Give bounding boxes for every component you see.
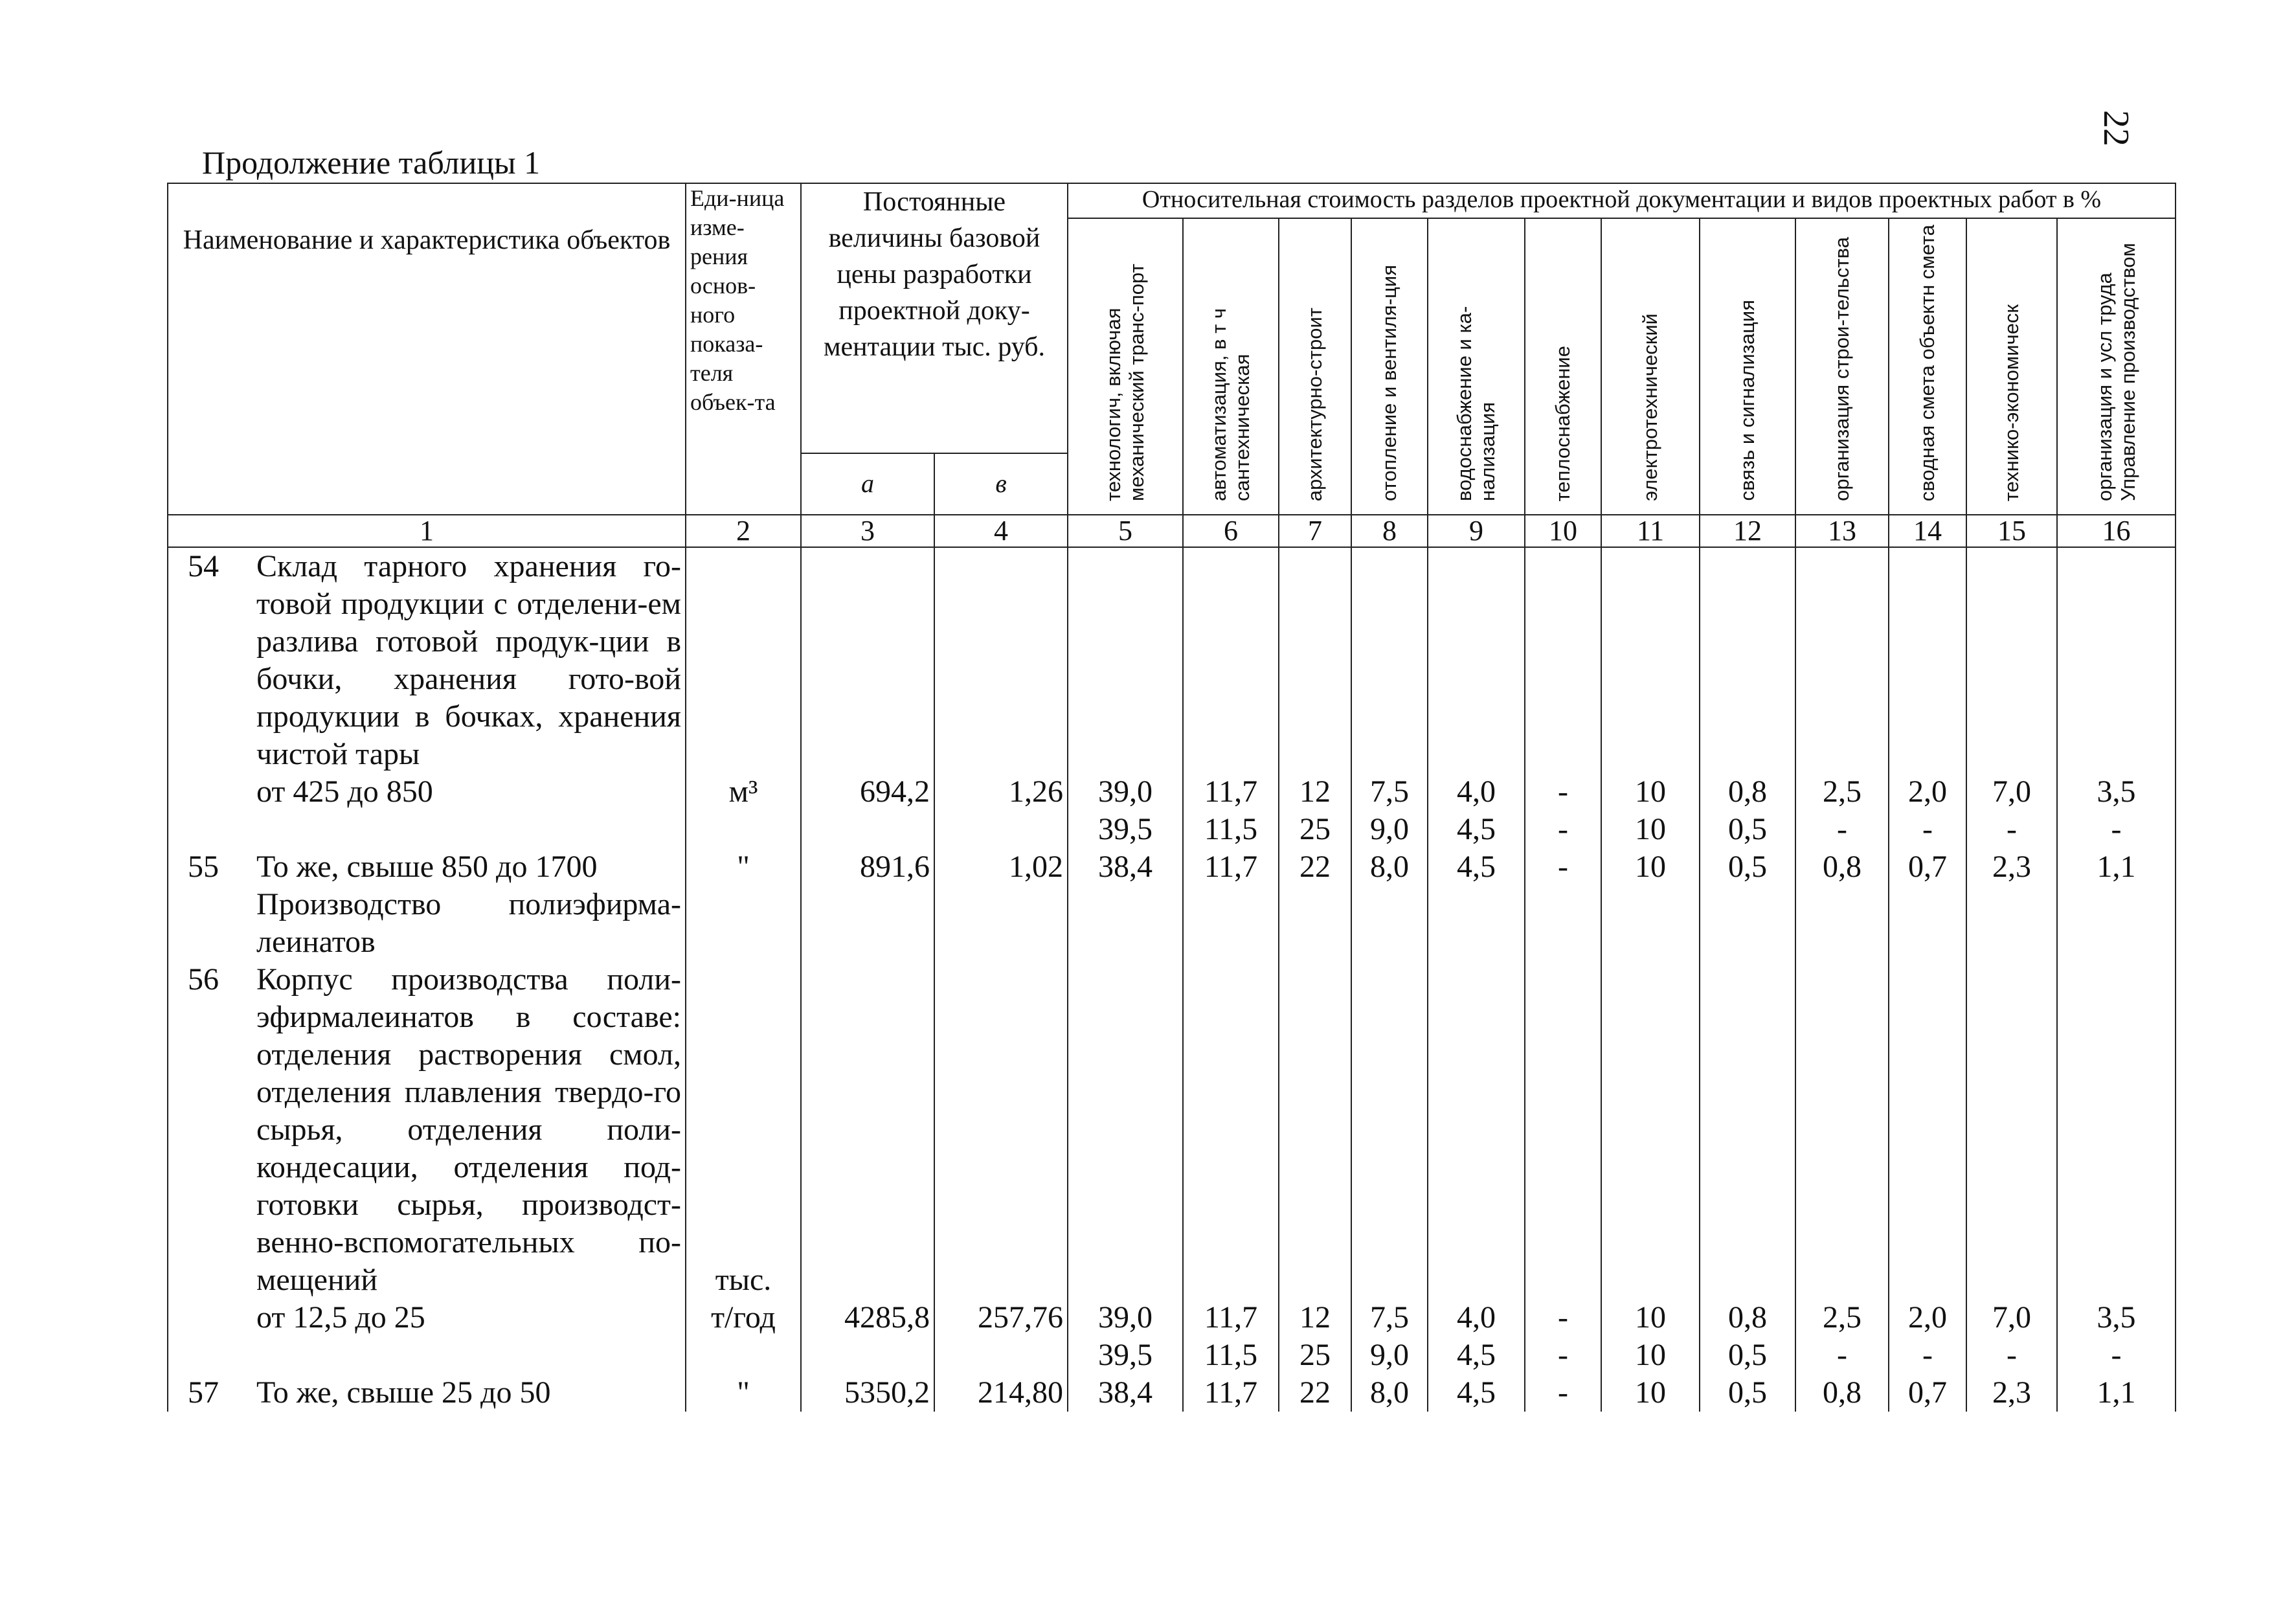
value-text: 4,5: [1457, 850, 1496, 884]
section-alt-value: [1700, 811, 1795, 848]
column-number: 13: [1795, 515, 1889, 547]
row-title: То же, свыше 850 до 1700: [256, 850, 598, 884]
header-constants: Постоянные величины базовой цены разработки проектной доку-ментации тыс. руб.: [801, 183, 1068, 453]
section-value-8: [1351, 961, 1428, 1336]
value-text: -: [1558, 850, 1568, 884]
header-section-label: автоматизация, в т ч сантехническая: [1208, 308, 1254, 501]
section-value-11: [1601, 547, 1700, 811]
section-alt-value: [1428, 1336, 1525, 1374]
value-text: 11,5: [1204, 1338, 1258, 1372]
value-text: 10: [1635, 850, 1666, 884]
value-text: 1,1: [2097, 1375, 2136, 1410]
empty-cell: [1183, 886, 1279, 961]
value-text: 0,8: [1823, 850, 1861, 884]
empty-cell: [168, 811, 686, 848]
header-section-label: связь и сигнализация: [1736, 300, 1759, 501]
section-heading: [172, 886, 681, 961]
unit-value: м³: [728, 774, 758, 809]
section-value-5: [1068, 547, 1183, 811]
value-text: 11,5: [1204, 812, 1258, 846]
row-number: 57: [188, 1375, 219, 1410]
section-value-6: [1183, 547, 1279, 811]
section-value-8: [1351, 1374, 1428, 1412]
row-number: 56: [188, 962, 219, 997]
const-a-value: [801, 547, 934, 811]
section-value-10: [1525, 547, 1601, 811]
row-title: Склад тарного хранения го-товой продукции с отделени-ем разлива готовой продук-ции в бочки, хранения гото-вой продукции в бочках, хранения чистой тары: [256, 549, 681, 771]
section-alt-value: [1601, 1336, 1700, 1374]
value-text: 1,02: [1009, 850, 1063, 884]
empty-cell: [1966, 886, 2057, 961]
empty-cell: [1279, 886, 1351, 961]
row-name-cell: [168, 961, 686, 1336]
value-text: 0,8: [1728, 774, 1767, 809]
const-b-value: [934, 848, 1068, 886]
value-text: -: [1922, 812, 1933, 846]
section-value-6: [1183, 848, 1279, 886]
value-text: 2,5: [1823, 774, 1861, 809]
const-b-value: [934, 547, 1068, 811]
section-value-9: [1428, 961, 1525, 1336]
row-text: [256, 961, 681, 1336]
value-text: 0,7: [1908, 1375, 1947, 1410]
section-value-15: [1966, 547, 2057, 811]
header-section-label: отопление и вентиля-ция: [1378, 264, 1400, 501]
value-text: 4,0: [1457, 1300, 1496, 1335]
section-value-14: [1889, 848, 1966, 886]
section-alt-value: [1889, 811, 1966, 848]
value-text: 38,4: [1098, 850, 1153, 884]
section-value-9: [1428, 1374, 1525, 1412]
row-text: [256, 1374, 681, 1412]
value-text: -: [1558, 774, 1568, 809]
row-title: То же, свыше 25 до 50: [256, 1375, 551, 1410]
row-description: [172, 961, 681, 1336]
value-text: 2,0: [1908, 774, 1947, 809]
value-text: 39,5: [1098, 1338, 1153, 1372]
section-alt-value: [1525, 1336, 1601, 1374]
section-alt-value: [1351, 1336, 1428, 1374]
section-value-13: [1795, 848, 1889, 886]
column-number: 14: [1889, 515, 1966, 547]
empty-cell: [1525, 886, 1601, 961]
value-text: 2,0: [1908, 1300, 1947, 1335]
value-text: 9,0: [1370, 1338, 1409, 1372]
unit-value: ": [737, 1375, 750, 1410]
row-text: [256, 548, 681, 811]
column-number: 7: [1279, 515, 1351, 547]
section-alt-value: [1795, 1336, 1889, 1374]
table-caption: Продолжение таблицы 1: [202, 144, 541, 181]
header-section-6: [1183, 218, 1279, 515]
value-text: 214,80: [978, 1375, 1063, 1410]
header-relative-cost: Относительная стоимость разделов проектной документации и видов проектных работ в %: [1068, 183, 2176, 218]
value-text: 39,5: [1098, 812, 1153, 846]
value-text: 25: [1299, 812, 1331, 846]
const-b-value: [934, 961, 1068, 1336]
empty-cell: [934, 1336, 1068, 1374]
unit-value: ": [737, 850, 750, 884]
value-text: 10: [1635, 1300, 1666, 1335]
value-text: -: [2111, 1338, 2122, 1372]
section-value-11: [1601, 961, 1700, 1336]
const-a-value: [801, 961, 934, 1336]
section-value-12: [1700, 547, 1795, 811]
section-value-15: [1966, 961, 2057, 1336]
header-section-label: организация строи-тельства: [1830, 237, 1853, 501]
value-text: -: [1558, 1338, 1568, 1372]
section-value-10: [1525, 1374, 1601, 1412]
value-text: 9,0: [1370, 812, 1409, 846]
header-section-9: [1428, 218, 1525, 515]
table-row: [168, 1374, 2176, 1412]
value-text: -: [1922, 1338, 1933, 1372]
column-number: 1: [168, 515, 686, 547]
section-value-10: [1525, 848, 1601, 886]
value-text: 2,3: [1992, 850, 2031, 884]
section-alt-value: [1351, 811, 1428, 848]
section-value-7: [1279, 547, 1351, 811]
section-value-15: [1966, 1374, 2057, 1412]
empty-cell: [1700, 886, 1795, 961]
section-alt-value: [1279, 1336, 1351, 1374]
section-alt-value: [1966, 1336, 2057, 1374]
value-text: 2,5: [1823, 1300, 1861, 1335]
section-alt-value: [1428, 811, 1525, 848]
value-text: 11,7: [1204, 1300, 1258, 1335]
empty-cell: [2057, 886, 2176, 961]
value-text: 4,5: [1457, 1338, 1496, 1372]
empty-cell: [934, 811, 1068, 848]
header-section-label: организация и усл труда Управление производством: [2093, 243, 2139, 501]
value-text: -: [1837, 812, 1847, 846]
value-text: 4,5: [1457, 812, 1496, 846]
column-number: 15: [1966, 515, 2057, 547]
empty-cell: [1601, 886, 1700, 961]
column-number: 16: [2057, 515, 2176, 547]
value-text: 3,5: [2097, 774, 2136, 809]
column-number: 6: [1183, 515, 1279, 547]
row-number: 55: [188, 850, 219, 884]
header-unit: Еди-ница изме-рения основ-ного показа-теля объек-та: [686, 183, 801, 515]
value-text: 10: [1635, 1375, 1666, 1410]
unit-cell: [686, 547, 801, 811]
empty-cell: [1428, 886, 1525, 961]
value-text: 8,0: [1370, 1375, 1409, 1410]
header-section-label: технико-экономическ: [2000, 304, 2023, 501]
header-section-label: водоснабжение и ка-нализация: [1453, 306, 1499, 501]
table-row-alt: [168, 811, 2176, 848]
section-alt-value: [1795, 811, 1889, 848]
section-value-9: [1428, 848, 1525, 886]
section-alt-value: [1966, 811, 2057, 848]
header-section-13: [1795, 218, 1889, 515]
section-value-13: [1795, 961, 1889, 1336]
section-alt-value: [1700, 1336, 1795, 1374]
value-text: -: [1558, 812, 1568, 846]
row-number: 54: [188, 549, 219, 583]
section-value-14: [1889, 1374, 1966, 1412]
header-section-label: технологич, включая механический транс-порт: [1102, 264, 1148, 501]
value-text: 22: [1299, 850, 1331, 884]
section-value-16: [2057, 848, 2176, 886]
value-text: -: [2007, 812, 2017, 846]
value-text: 10: [1635, 1338, 1666, 1372]
page-number: 22: [2096, 110, 2136, 146]
row-name-cell: [168, 848, 686, 886]
empty-cell: [686, 1336, 801, 1374]
value-text: 4,0: [1457, 774, 1496, 809]
value-text: 8,0: [1370, 850, 1409, 884]
header-section-12: [1700, 218, 1795, 515]
row-description: [172, 548, 681, 811]
unit-cell: [686, 961, 801, 1336]
header-section-label: электротехнический: [1639, 313, 1661, 501]
section-value-14: [1889, 547, 1966, 811]
header-section-15: [1966, 218, 2057, 515]
section-alt-value: [1601, 811, 1700, 848]
value-text: 7,0: [1992, 774, 2031, 809]
header-section-16: [2057, 218, 2176, 515]
row-text: [256, 848, 681, 886]
value-text: 22: [1299, 1375, 1331, 1410]
const-a-value: [801, 1374, 934, 1412]
value-text: 12: [1299, 774, 1331, 809]
empty-cell: [1795, 886, 1889, 961]
column-number: 4: [934, 515, 1068, 547]
value-text: 25: [1299, 1338, 1331, 1372]
value-text: 7,5: [1370, 1300, 1409, 1335]
section-value-16: [2057, 547, 2176, 811]
row-description: [172, 848, 681, 886]
value-text: 5350,2: [844, 1375, 930, 1410]
header-const-b: в: [934, 453, 1068, 515]
value-text: 257,76: [978, 1300, 1063, 1335]
header-section-label: сводная смета объектн смета: [1916, 224, 1939, 501]
value-text: 3,5: [2097, 1300, 2136, 1335]
section-value-5: [1068, 848, 1183, 886]
value-text: 10: [1635, 812, 1666, 846]
value-text: -: [2111, 812, 2122, 846]
section-value-5: [1068, 1374, 1183, 1412]
column-number: 12: [1700, 515, 1795, 547]
value-text: 0,5: [1728, 1375, 1767, 1410]
empty-cell: [168, 1336, 686, 1374]
row-title: Корпус производства поли-эфирмалеинатов в составе: отделения растворения смол, отделения плавления твердо-го сырья, отделения поли-кондесации, отделения под-готовки сырья, производст-венно-вспомогательных по-мещений: [256, 962, 681, 1297]
value-text: 0,5: [1728, 850, 1767, 884]
table-row: [168, 547, 2176, 811]
value-text: 11,7: [1204, 850, 1258, 884]
value-text: -: [1837, 1338, 1847, 1372]
value-text: 4,5: [1457, 1375, 1496, 1410]
cost-table: [167, 183, 2176, 1412]
header-section-5: [1068, 218, 1183, 515]
section-value-6: [1183, 961, 1279, 1336]
section-value-12: [1700, 848, 1795, 886]
row-name-cell: [168, 1374, 686, 1412]
unit-cell: [686, 1374, 801, 1412]
value-text: 694,2: [860, 774, 930, 809]
const-a-value: [801, 848, 934, 886]
section-value-14: [1889, 961, 1966, 1336]
section-value-15: [1966, 848, 2057, 886]
unit-prefix: тыс.: [715, 1263, 772, 1297]
section-alt-value: [1183, 811, 1279, 848]
value-text: 0,8: [1728, 1300, 1767, 1335]
value-text: 7,0: [1992, 1300, 2031, 1335]
value-text: 38,4: [1098, 1375, 1153, 1410]
row-range: от 12,5 до 25: [256, 1300, 425, 1335]
section-value-11: [1601, 848, 1700, 886]
value-text: 12: [1299, 1300, 1331, 1335]
section-value-9: [1428, 547, 1525, 811]
column-number: 3: [801, 515, 934, 547]
value-text: 0,8: [1823, 1375, 1861, 1410]
section-value-8: [1351, 547, 1428, 811]
value-text: 11,7: [1204, 1375, 1258, 1410]
section-value-12: [1700, 1374, 1795, 1412]
value-text: 1,26: [1009, 774, 1063, 809]
value-text: 7,5: [1370, 774, 1409, 809]
row-name-cell: [168, 886, 686, 961]
value-text: 4285,8: [844, 1300, 930, 1335]
section-value-6: [1183, 1374, 1279, 1412]
table-row: [168, 886, 2176, 961]
header-section-14: [1889, 218, 1966, 515]
empty-cell: [934, 886, 1068, 961]
section-value-7: [1279, 1374, 1351, 1412]
header-name: Наименование и характеристика объектов: [168, 183, 686, 515]
value-text: 11,7: [1204, 774, 1258, 809]
row-number: [172, 886, 256, 961]
section-alt-value: [1068, 811, 1183, 848]
column-number: 8: [1351, 515, 1428, 547]
column-number: 10: [1525, 515, 1601, 547]
row-range: от 425 до 850: [256, 774, 433, 809]
value-text: -: [2007, 1338, 2017, 1372]
column-number: 9: [1428, 515, 1525, 547]
row-name-cell: [168, 547, 686, 811]
section-value-12: [1700, 961, 1795, 1336]
value-text: 0,7: [1908, 850, 1947, 884]
header-section-11: [1601, 218, 1700, 515]
value-text: 891,6: [860, 850, 930, 884]
section-heading-text: Производство полиэфирма-леинатов: [256, 887, 681, 959]
unit-cell: [686, 848, 801, 886]
value-text: 39,0: [1098, 774, 1153, 809]
section-alt-value: [1183, 1336, 1279, 1374]
empty-cell: [1889, 886, 1966, 961]
empty-cell: [686, 886, 801, 961]
section-value-16: [2057, 961, 2176, 1336]
empty-cell: [801, 886, 934, 961]
column-number: 5: [1068, 515, 1183, 547]
section-value-10: [1525, 961, 1601, 1336]
empty-cell: [801, 1336, 934, 1374]
row-description: [172, 1374, 681, 1412]
value-text: 0,5: [1728, 812, 1767, 846]
value-text: -: [1558, 1375, 1568, 1410]
table-row: [168, 848, 2176, 886]
value-text: -: [1558, 1300, 1568, 1335]
section-alt-value: [2057, 811, 2176, 848]
column-number: 2: [686, 515, 801, 547]
header-const-a: а: [801, 453, 934, 515]
section-value-7: [1279, 961, 1351, 1336]
section-alt-value: [2057, 1336, 2176, 1374]
header-section-label: теплоснабжение: [1551, 345, 1574, 501]
header-section-label: архитектурно-строит: [1303, 307, 1326, 501]
header-section-10: [1525, 218, 1601, 515]
const-b-value: [934, 1374, 1068, 1412]
unit-value: т/год: [711, 1300, 776, 1335]
section-alt-value: [1279, 811, 1351, 848]
column-number: 11: [1601, 515, 1700, 547]
section-value-13: [1795, 1374, 1889, 1412]
value-text: 2,3: [1992, 1375, 2031, 1410]
value-text: 0,5: [1728, 1338, 1767, 1372]
section-value-11: [1601, 1374, 1700, 1412]
section-value-16: [2057, 1374, 2176, 1412]
section-value-8: [1351, 848, 1428, 886]
section-alt-value: [1525, 811, 1601, 848]
empty-cell: [1351, 886, 1428, 961]
header-section-7: [1279, 218, 1351, 515]
empty-cell: [801, 811, 934, 848]
section-alt-value: [1068, 1336, 1183, 1374]
table-row-alt: [168, 1336, 2176, 1374]
empty-cell: [1068, 886, 1183, 961]
empty-cell: [686, 811, 801, 848]
section-value-13: [1795, 547, 1889, 811]
section-value-7: [1279, 848, 1351, 886]
value-text: 1,1: [2097, 850, 2136, 884]
value-text: 10: [1635, 774, 1666, 809]
table-row: [168, 961, 2176, 1336]
header-section-8: [1351, 218, 1428, 515]
section-value-5: [1068, 961, 1183, 1336]
section-alt-value: [1889, 1336, 1966, 1374]
value-text: 39,0: [1098, 1300, 1153, 1335]
